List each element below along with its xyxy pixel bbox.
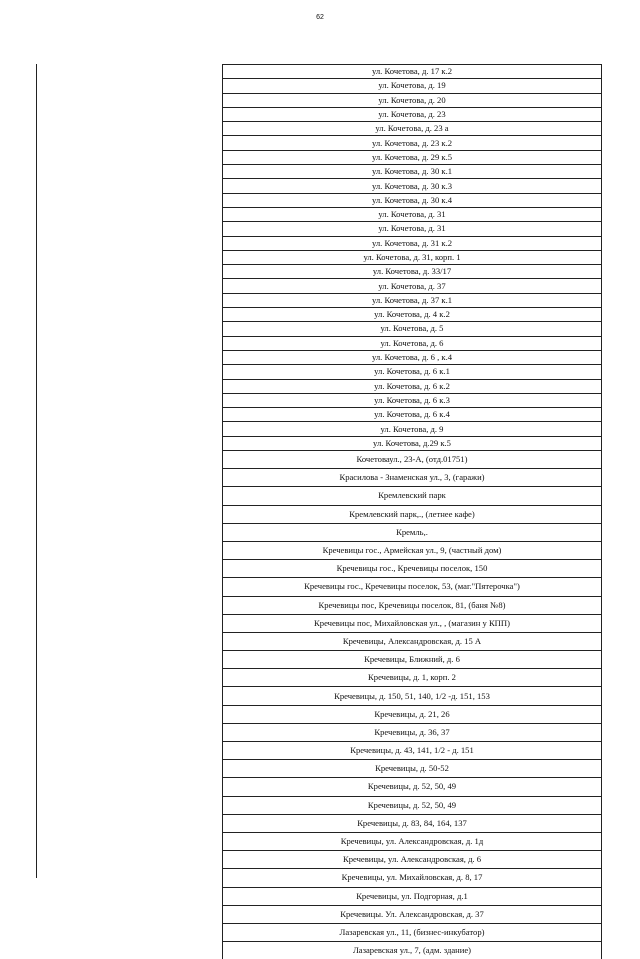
table-row — [223, 760, 602, 778]
address-cell: ул. Кочетова, д. 19 — [223, 79, 602, 93]
table-row — [223, 222, 602, 236]
table-row — [223, 469, 602, 487]
address-cell: Кречевицы, ул. Александровская, д. 6 — [223, 851, 602, 869]
table-row — [223, 336, 602, 350]
table-row — [223, 79, 602, 93]
table-row — [223, 923, 602, 941]
address-cell: Кречевицы, ул. Подгорная, д.1 — [223, 887, 602, 905]
address-cell: ул. Кочетова, д. 4 к.2 — [223, 308, 602, 322]
table-row — [223, 669, 602, 687]
address-cell: Кречевицы. Ул. Александровская, д. 37 — [223, 905, 602, 923]
address-cell: ул. Кочетова, д. 30 к.4 — [223, 193, 602, 207]
address-cell: ул. Кочетова, д. 20 — [223, 93, 602, 107]
table-row — [223, 942, 602, 959]
address-cell: Лазаревская ул., 7, (адм. здание) — [223, 942, 602, 959]
table-row — [223, 887, 602, 905]
table-row — [223, 150, 602, 164]
table-row — [223, 705, 602, 723]
table-row — [223, 293, 602, 307]
table-row — [223, 193, 602, 207]
address-cell: ул. Кочетова, д. 6 к.4 — [223, 408, 602, 422]
table-row — [223, 236, 602, 250]
address-table — [222, 64, 602, 959]
address-cell: ул. Кочетова, д. 6 к.2 — [223, 379, 602, 393]
address-cell: Кречевицы пос, Кречевицы поселок, 81, (баня №8) — [223, 596, 602, 614]
table-row — [223, 778, 602, 796]
address-cell: ул. Кочетова, д. 31 к.2 — [223, 236, 602, 250]
table-row — [223, 541, 602, 559]
page-number: 62 — [0, 13, 640, 22]
table-row — [223, 723, 602, 741]
table-row — [223, 687, 602, 705]
address-cell: ул. Кочетова, д. 6 — [223, 336, 602, 350]
table-row — [223, 832, 602, 850]
table-row — [223, 905, 602, 923]
address-cell: ул. Кочетова, д. 6 к.1 — [223, 365, 602, 379]
table-row — [223, 505, 602, 523]
table-row — [223, 65, 602, 79]
address-cell: ул. Кочетова, д.29 к.5 — [223, 436, 602, 450]
table-row — [223, 365, 602, 379]
address-cell: ул. Кочетова, д. 6 к.3 — [223, 393, 602, 407]
address-cell: Кочетоваул., 23-А, (отд.01751) — [223, 451, 602, 469]
table-row — [223, 136, 602, 150]
address-cell: Кречевицы, д. 150, 51, 140, 1/2 -д. 151, 153 — [223, 687, 602, 705]
address-cell: ул. Кочетова, д. 29 к.5 — [223, 150, 602, 164]
table-row — [223, 614, 602, 632]
address-cell: Кремль,. — [223, 523, 602, 541]
table-row — [223, 408, 602, 422]
address-cell: ул. Кочетова, д. 17 к.2 — [223, 65, 602, 79]
address-cell: ул. Кочетова, д. 23 — [223, 107, 602, 121]
address-cell: ул. Кочетова, д. 23 к.2 — [223, 136, 602, 150]
table-row — [223, 578, 602, 596]
table-row — [223, 379, 602, 393]
address-cell: Кречевицы гос., Кречевицы поселок, 150 — [223, 560, 602, 578]
address-cell: Кречевицы, ул. Александровская, д. 1д — [223, 832, 602, 850]
table-row — [223, 523, 602, 541]
table-row — [223, 814, 602, 832]
table-row — [223, 596, 602, 614]
table-row — [223, 322, 602, 336]
table-row — [223, 350, 602, 364]
address-cell: ул. Кочетова, д. 31 — [223, 222, 602, 236]
address-cell: Кречевицы гос., Армейская ул., 9, (частный дом) — [223, 541, 602, 559]
address-cell: Лазаревская ул., 11, (бизнес-инкубатор) — [223, 923, 602, 941]
table-row — [223, 250, 602, 264]
address-cell: Кречевицы, д. 36, 37 — [223, 723, 602, 741]
table-row — [223, 122, 602, 136]
address-cell: Кречевицы, д. 21, 26 — [223, 705, 602, 723]
table-row — [223, 165, 602, 179]
address-cell: ул. Кочетова, д. 6 , к.4 — [223, 350, 602, 364]
table-row — [223, 207, 602, 221]
table-row — [223, 265, 602, 279]
table-row — [223, 422, 602, 436]
address-cell: Кречевицы, д. 52, 50, 49 — [223, 796, 602, 814]
table-row — [223, 436, 602, 450]
address-cell: ул. Кочетова, д. 30 к.3 — [223, 179, 602, 193]
address-cell: ул. Кочетова, д. 37 к.1 — [223, 293, 602, 307]
address-cell: ул. Кочетова, д. 33/17 — [223, 265, 602, 279]
address-cell: Кречевицы, ул. Михайловская, д. 8, 17 — [223, 869, 602, 887]
address-cell: ул. Кочетова, д. 30 к.1 — [223, 165, 602, 179]
table-row — [223, 851, 602, 869]
table-row — [223, 393, 602, 407]
table-row — [223, 107, 602, 121]
table-row — [223, 308, 602, 322]
address-cell: ул. Кочетова, д. 23 а — [223, 122, 602, 136]
table-row — [223, 796, 602, 814]
table-row — [223, 742, 602, 760]
address-cell: Кречевицы, д. 52, 50, 49 — [223, 778, 602, 796]
address-cell: Кречевицы пос, Михайловская ул., , (магазин у КПП) — [223, 614, 602, 632]
table-row — [223, 651, 602, 669]
table-row — [223, 451, 602, 469]
address-cell: ул. Кочетова, д. 31, корп. 1 — [223, 250, 602, 264]
address-cell: Кречевицы, д. 1, корп. 2 — [223, 669, 602, 687]
address-cell: ул. Кочетова, д. 37 — [223, 279, 602, 293]
table-row — [223, 632, 602, 650]
table-row — [223, 279, 602, 293]
table-row — [223, 93, 602, 107]
address-cell: ул. Кочетова, д. 31 — [223, 207, 602, 221]
address-cell: Кречевицы, д. 50-52 — [223, 760, 602, 778]
address-cell: ул. Кочетова, д. 5 — [223, 322, 602, 336]
address-cell: ул. Кочетова, д. 9 — [223, 422, 602, 436]
address-cell: Красилова - Знаменская ул., 3, (гаражи) — [223, 469, 602, 487]
table-row — [223, 487, 602, 505]
address-cell: Кречевицы гос., Кречевицы поселок, 53, (маг."Пятерочка") — [223, 578, 602, 596]
table-row — [223, 560, 602, 578]
address-cell: Кречевицы, д. 43, 141, 1/2 - д. 151 — [223, 742, 602, 760]
address-cell: Кремлевский парк — [223, 487, 602, 505]
address-cell: Кремлевский парк,., (летнее кафе) — [223, 505, 602, 523]
left-margin-rule — [36, 64, 37, 878]
address-cell: Кречевицы, Александровская, д. 15 А — [223, 632, 602, 650]
table-row — [223, 179, 602, 193]
address-cell: Кречевицы, д. 83, 84, 164, 137 — [223, 814, 602, 832]
table-row — [223, 869, 602, 887]
address-table-body — [223, 65, 602, 959]
address-cell: Кречевицы, Ближний, д. 6 — [223, 651, 602, 669]
